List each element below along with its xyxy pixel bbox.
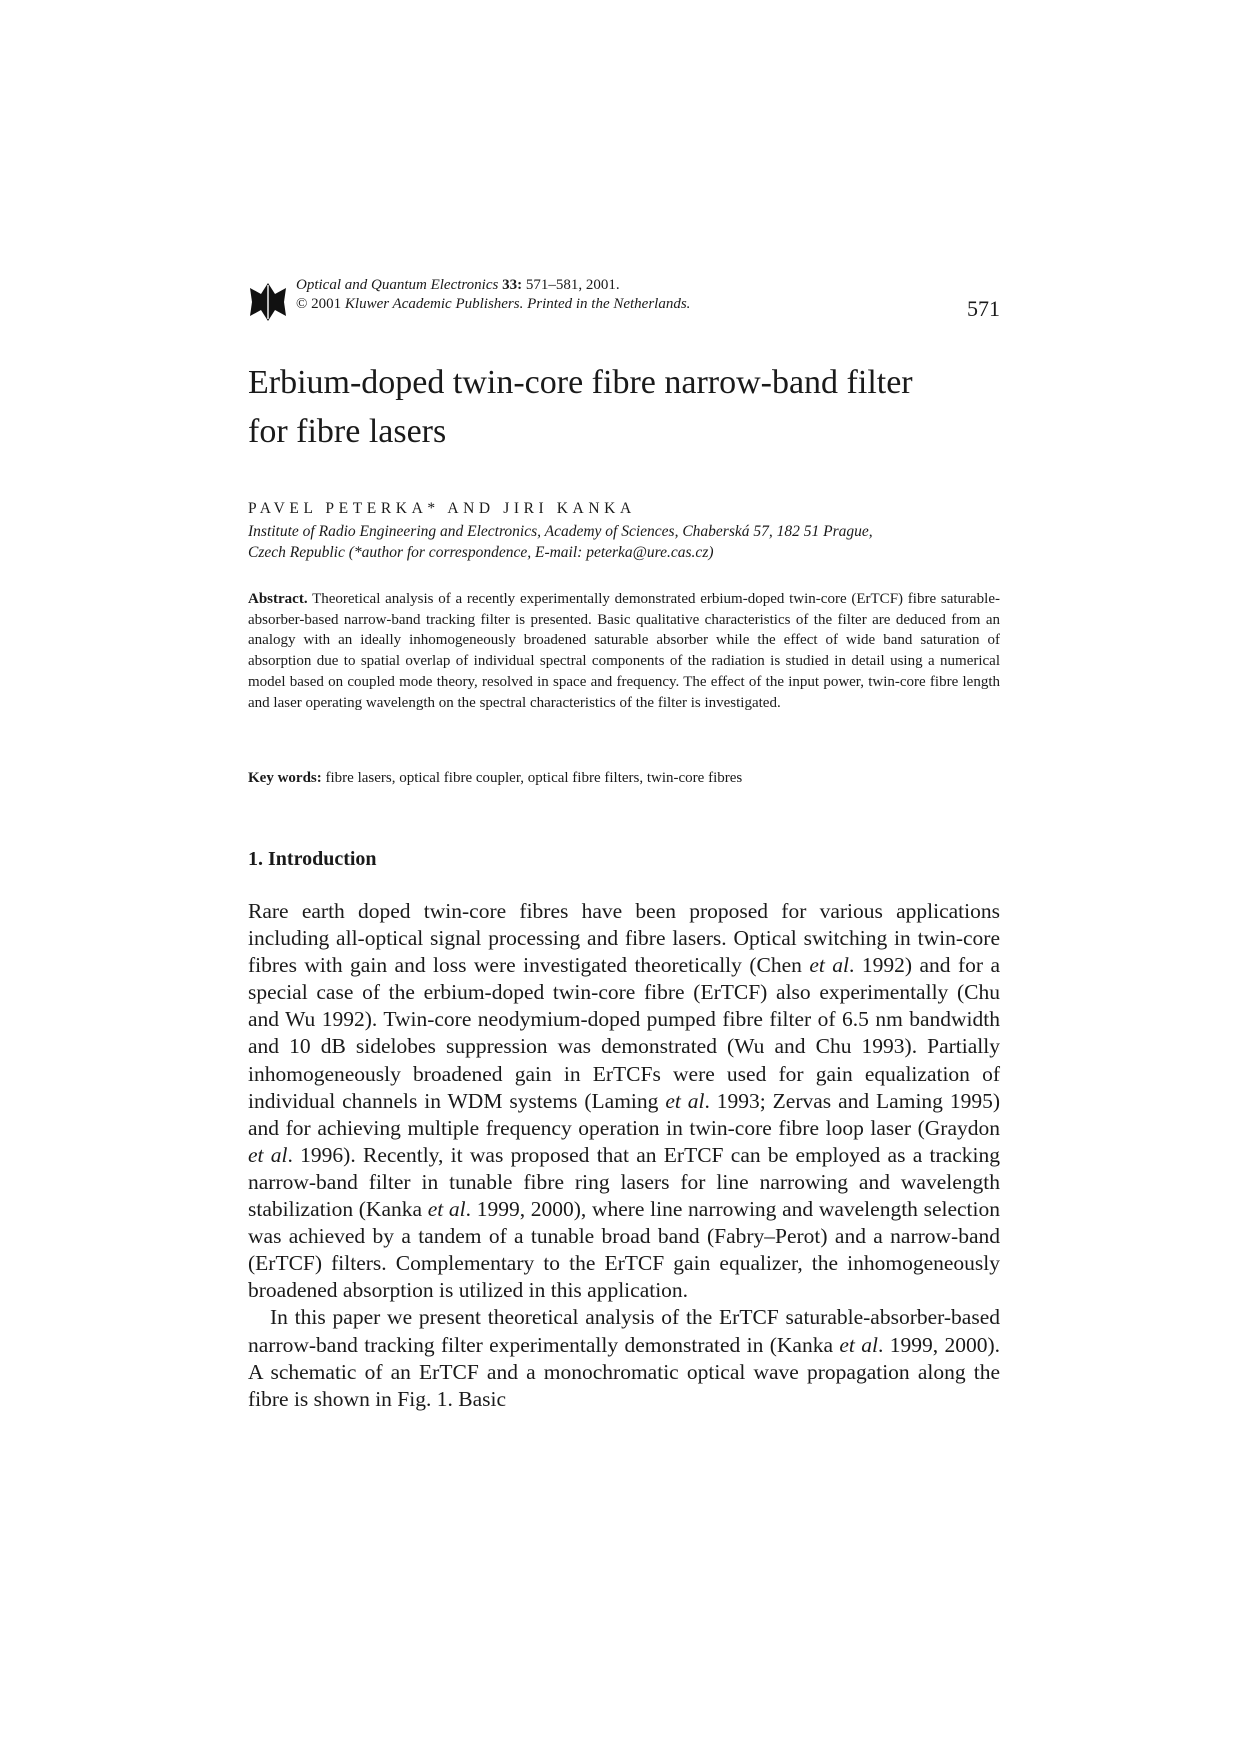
keywords-label: Key words: — [248, 770, 322, 786]
citation-et-al: et al — [809, 953, 850, 978]
paragraph-1-text-1: Rare earth doped twin-core fibres have been proposed for various applications including all-optical signal processing and fibre lasers. Optical switching in twin-core fibres with gain and loss were investigated theoretically (Chen — [248, 899, 1000, 978]
affiliation-line-2: Czech Republic (*author for correspondence, E-mail: peterka@ure.cas.cz) — [248, 544, 714, 561]
abstract-label: Abstract. — [248, 591, 308, 607]
citation-et-al: et al — [427, 1197, 466, 1222]
abstract — [248, 589, 1000, 713]
paragraph-1-text-5: . 1999, 2000), where line narrowing and wavelength selection was achieved by a tandem of a tunable broad band (Fabry–Perot) and a narrow-band (ErTCF) filters. Complementary to the ErTCF gain equalizer, the inhomogeneously broadened absorption is utilized in this application. — [248, 1197, 1001, 1303]
publisher-line: Kluwer Academic Publishers. Printed in the Netherlands. — [344, 296, 691, 312]
title-line-2: for fibre lasers — [248, 413, 447, 450]
citation-et-al: et al — [665, 1088, 705, 1113]
copyright-line — [296, 295, 690, 314]
journal-line — [296, 276, 690, 295]
paragraph-1-text-4: . 1996). Recently, it was proposed that an ErTCF can be employed as a tracking narrow-band filter in tunable fibre ring lasers for line narrowing and wavelength stabilization (Kanka — [248, 1142, 1000, 1222]
paragraph-2 — [248, 1304, 1000, 1412]
copyright-symbol: © — [296, 296, 308, 312]
keywords — [248, 770, 1000, 787]
abstract-text: Theoretical analysis of a recently experimentally demonstrated erbium-doped twin-core (ErTCF) fibre saturable-absorber-based narrow-band tracking filter is presented. Basic qualitative characteristics of the filter are deduced from an analogy with an ideally inhomogeneously broadened saturable absorber while the effect of wide band saturation of absorption due to spatial overlap of individual spectral components of the radiation is studied in detail using a numerical model based on coupled mode theory, resolved in space and frequency. The effect of the input power, twin-core fibre length and laser operating wavelength on the spectral characteristics of the filter is investigated. — [248, 591, 1000, 711]
paper-title — [248, 358, 1008, 456]
page-number: 571 — [967, 296, 1000, 321]
copyright-year: 2001 — [311, 296, 342, 312]
citation-et-al: et al — [248, 1142, 288, 1167]
paragraph-2-text-1: In this paper we present theoretical analysis of the ErTCF saturable-absorber-based narrow-band tracking filter experimentally demonstrated in (Kanka — [248, 1305, 1000, 1357]
paragraph-1-text-2: . 1992) and for a special case of the erbium-doped twin-core fibre (ErTCF) also experimentally (Chu and Wu 1992). Twin-core neodymium-doped pumped fibre filter of 6.5 nm bandwidth and 10 dB sidelobes suppression was demonstrated (Wu and Chu 1993). Partially inhomogeneously broadened gain in ErTCFs were used for gain equalization of individual channels in WDM systems (Laming — [248, 953, 1000, 1113]
title-line-1: Erbium-doped twin-core fibre narrow-band filter — [248, 364, 913, 401]
paragraph-2-text-2: . 1999, 2000). A schematic of an ErTCF and a monochromatic optical wave propagation along the fibre is shown in Fig. 1. Basic — [248, 1332, 1000, 1411]
affiliation — [248, 521, 1000, 563]
citation-et-al: et al — [839, 1332, 878, 1357]
section-heading: 1. Introduction — [248, 848, 377, 870]
journal-pages-year: 571–581, 2001. — [525, 277, 620, 293]
paragraph-1-text-3: . 1993; Zervas and Laming 1995) and for achieving multiple frequency operation in twin-core fibre loop laser (Graydon — [248, 1088, 1000, 1140]
journal-name: Optical and Quantum Electronics — [296, 277, 499, 293]
journal-citation — [296, 276, 690, 314]
publisher-logo-icon — [248, 282, 288, 322]
journal-header — [248, 276, 1000, 326]
paragraph-1 — [248, 898, 1000, 1304]
affiliation-line-1: Institute of Radio Engineering and Electronics, Academy of Sciences, Chaberská 57, 182 51 Prague, — [248, 523, 873, 540]
keywords-text: fibre lasers, optical fibre coupler, optical fibre filters, twin-core fibres — [325, 770, 743, 786]
journal-volume: 33: — [502, 277, 523, 293]
author-list: PAVEL PETERKA* AND JIRI KANKA — [248, 500, 636, 517]
body-text — [248, 898, 1000, 1413]
